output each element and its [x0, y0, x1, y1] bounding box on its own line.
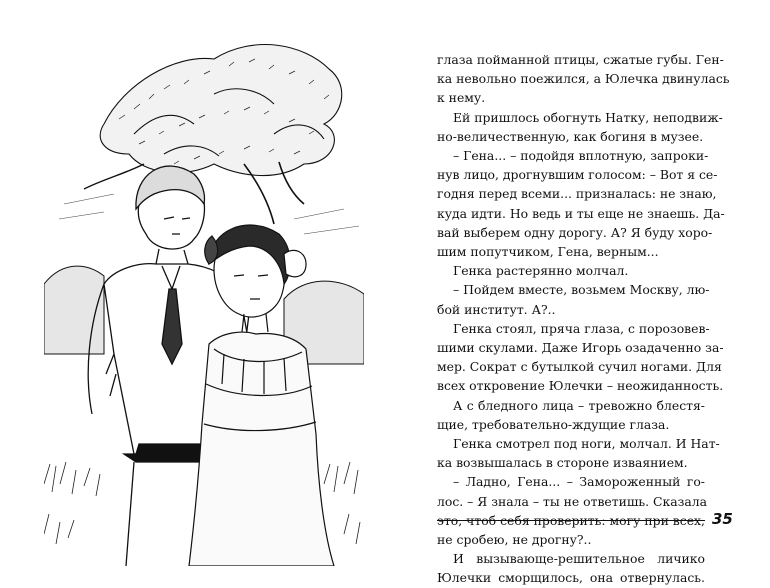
text-line: Генка растерянно молчал. [453, 263, 629, 279]
illustration [44, 14, 364, 566]
text-line: шими скулами. Даже Игорь озадаченно за- [437, 340, 724, 356]
footer-rule [437, 520, 705, 521]
paragraph-1 [437, 50, 730, 108]
paragraph-10 [437, 549, 705, 587]
paragraph-4 [437, 261, 705, 280]
paragraph-3 [437, 146, 725, 261]
text-line: к нему. [437, 90, 486, 106]
text-line: глаза пойманной птицы, сжатые губы. Ген- [437, 52, 724, 67]
tree-canopy [84, 45, 342, 224]
paragraph-2 [437, 108, 723, 146]
text-line: Генка стоял, пряча глаза, с порозовев- [453, 320, 710, 336]
text-line: Генка смотрел под ноги, молчал. И Нат- [453, 436, 720, 452]
text-line: всех откровение Юлечки – неожиданность. [437, 378, 724, 394]
paragraph-9 [437, 472, 708, 549]
text-line: шим попутчиком, Гена, верным... [437, 244, 659, 260]
text-line: – Пойдем вместе, возьмем Москву, лю- [453, 282, 710, 298]
text-line: Ей пришлось обогнуть Натку, неподвиж- [453, 109, 723, 125]
page-number: 35 [712, 510, 733, 528]
text-line: А с бледного лица – тревожно блестя- [453, 397, 705, 413]
text-line: – Ладно, Гена... – Замороженный го- [453, 474, 705, 490]
paragraph-7 [437, 396, 705, 434]
text-line: мер. Сократ с бутылкой сучил ногами. Для [437, 359, 722, 375]
text-line: щие, требовательно-ждущие глаза. [437, 416, 670, 432]
sky-lines [59, 194, 359, 234]
text-line: нув лицо, дрогнувшим голосом: – Вот я се- [437, 167, 718, 183]
text-line: ка возвышалась в стороне изваянием. [437, 455, 688, 471]
text-line: годня перед всеми... призналась: не знаю, [437, 186, 717, 202]
text-line: не сробею, не дрогну?.. [437, 532, 592, 548]
text-line: лос. – Я знала – ты не ответишь. Сказала [437, 493, 708, 509]
text-line: ка невольно поежился, а Юлечка двинулась [437, 71, 730, 87]
paragraph-6 [437, 319, 724, 396]
text-line: – Гена... – подойдя вплотную, запроки- [453, 148, 709, 164]
text-line: вай выберем одну дорогу. А? Я буду хоро- [437, 224, 713, 240]
text-line: бой институт. А?.. [437, 301, 556, 317]
paragraph-8 [437, 434, 720, 472]
text-line: И вызывающе-решительное личико [453, 551, 705, 567]
text-line: это, чтоб себя проверить: могу при всех, [437, 512, 705, 528]
text-line: но-величественную, как богиня в музее. [437, 128, 704, 144]
text-line: куда идти. Но ведь и ты еще не знаешь. Да- [437, 205, 725, 221]
text-line: Юлечки сморщилось, она отвернулась. [437, 570, 705, 586]
paragraph-5 [437, 280, 710, 318]
illustration-drawing [44, 14, 364, 566]
